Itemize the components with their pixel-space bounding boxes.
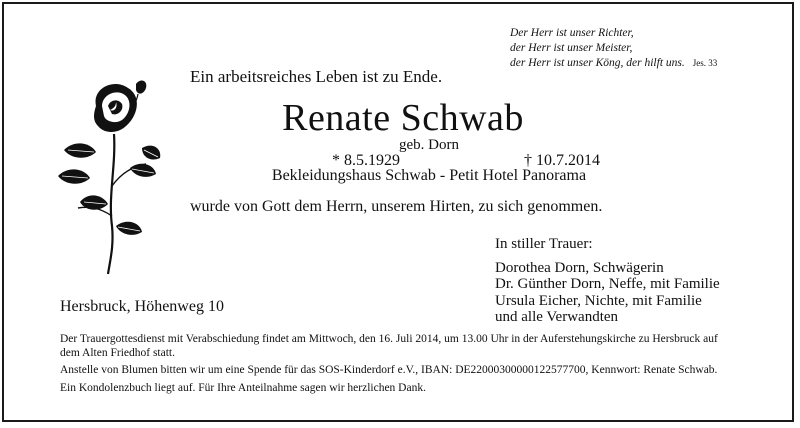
called-home-sentence: wurde von Gott dem Herrn, unserem Hirten, zu sich genommen. (190, 198, 603, 215)
verse-line-text: der Herr ist unser Köng, der hilft uns. (510, 57, 685, 69)
rose-illustration-icon (56, 76, 166, 276)
address: Hersbruck, Höhenweg 10 (60, 298, 224, 315)
mourners-list (495, 236, 720, 326)
donation-info: Anstelle von Blumen bitten wir um eine Spende für das SOS-Kinderdorf e.V., IBAN: DE22000300000122577700, Kennwort: Renate Schwab. (60, 364, 718, 377)
mourner-line: Dr. Günther Dorn, Neffe, mit Familie (495, 276, 720, 292)
intro-sentence: Ein arbeitsreiches Leben ist zu Ende. (190, 67, 443, 86)
condolence-info: Ein Kondolenzbuch liegt auf. Für Ihre Anteilnahme sagen wir herzlichen Dank. (60, 381, 426, 394)
verse-reference: Jes. 33 (692, 58, 718, 68)
obituary-notice (2, 2, 794, 422)
verse-line (510, 56, 748, 71)
death-date: † 10.7.2014 (524, 152, 600, 169)
deceased-name: Renate Schwab (282, 97, 524, 139)
mourner-line: Ursula Eicher, Nichte, mit Familie (495, 292, 702, 309)
birth-date: * 8.5.1929 (332, 152, 400, 169)
service-details (60, 333, 740, 399)
service-info: Der Trauergottesdienst mit Verabschiedung findet am Mittwoch, den 16. Juli 2014, um 13.00 Uhr in der Auferstehungskirche zu Hersbruck auf dem Alten Friedhof statt. (60, 333, 718, 359)
bible-verse (510, 26, 748, 71)
mourners-heading: In stiller Trauer: (495, 236, 593, 252)
business-name: Bekleidungshaus Schwab - Petit Hotel Panorama (271, 167, 587, 184)
maiden-name: geb. Dorn (399, 137, 459, 153)
verse-line: der Herr ist unser Meister, (510, 42, 633, 54)
verse-line: Der Herr ist unser Richter, (510, 27, 634, 39)
mourner-line: Dorothea Dorn, Schwägerin (495, 259, 664, 276)
mourner-line: und alle Verwandten (495, 309, 619, 325)
